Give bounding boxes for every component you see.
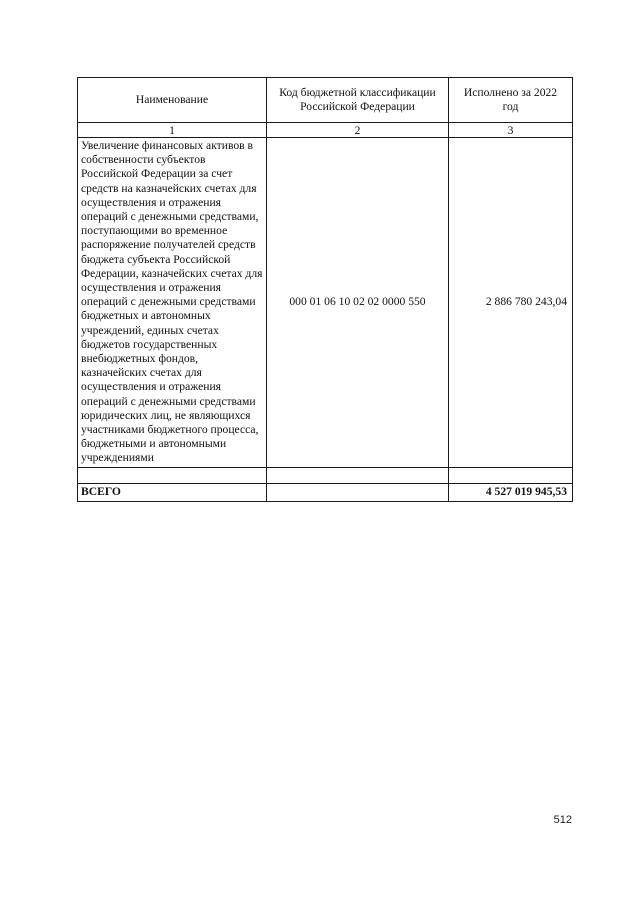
column-number-3: 3 <box>449 123 573 138</box>
header-name: Наименование <box>78 78 267 123</box>
empty-cell-3 <box>449 467 573 483</box>
page-number: 512 <box>553 814 572 826</box>
row-code: 000 01 06 10 02 02 0000 550 <box>267 138 449 468</box>
total-amount: 4 527 019 945,53 <box>449 483 573 501</box>
total-row <box>78 483 573 501</box>
empty-cell-2 <box>267 467 449 483</box>
budget-table <box>77 77 573 502</box>
row-name: Увеличение финансовых активов в собственности субъектов Российской Федерации за счет средств на казначейских счетах для осуществления и отражения операций с денежными средствами, поступающими во временное распоряжение получателей средств бюджета субъекта Российской Федерации, казначейских счетах для осуществления и отражения операций с денежными средствами бюджетных и автономных учреждений, единых счетах бюджетов государственных внебюджетных фондов, казначейских счетах для осуществления и отражения операций с денежными средствами юридических лиц, не являющихся участниками бюджетного процесса, бюджетными и автономными учреждениями <box>78 138 267 468</box>
table-header-row <box>78 78 573 123</box>
table-row <box>78 138 573 468</box>
total-label: ВСЕГО <box>78 483 267 501</box>
row-amount: 2 886 780 243,04 <box>449 138 573 468</box>
empty-row <box>78 467 573 483</box>
column-number-1: 1 <box>78 123 267 138</box>
empty-cell-1 <box>78 467 267 483</box>
total-code <box>267 483 449 501</box>
column-number-2: 2 <box>267 123 449 138</box>
column-number-row <box>78 123 573 138</box>
header-code: Код бюджетной классификации Российской Федерации <box>267 78 449 123</box>
header-executed: Исполнено за 2022 год <box>449 78 573 123</box>
